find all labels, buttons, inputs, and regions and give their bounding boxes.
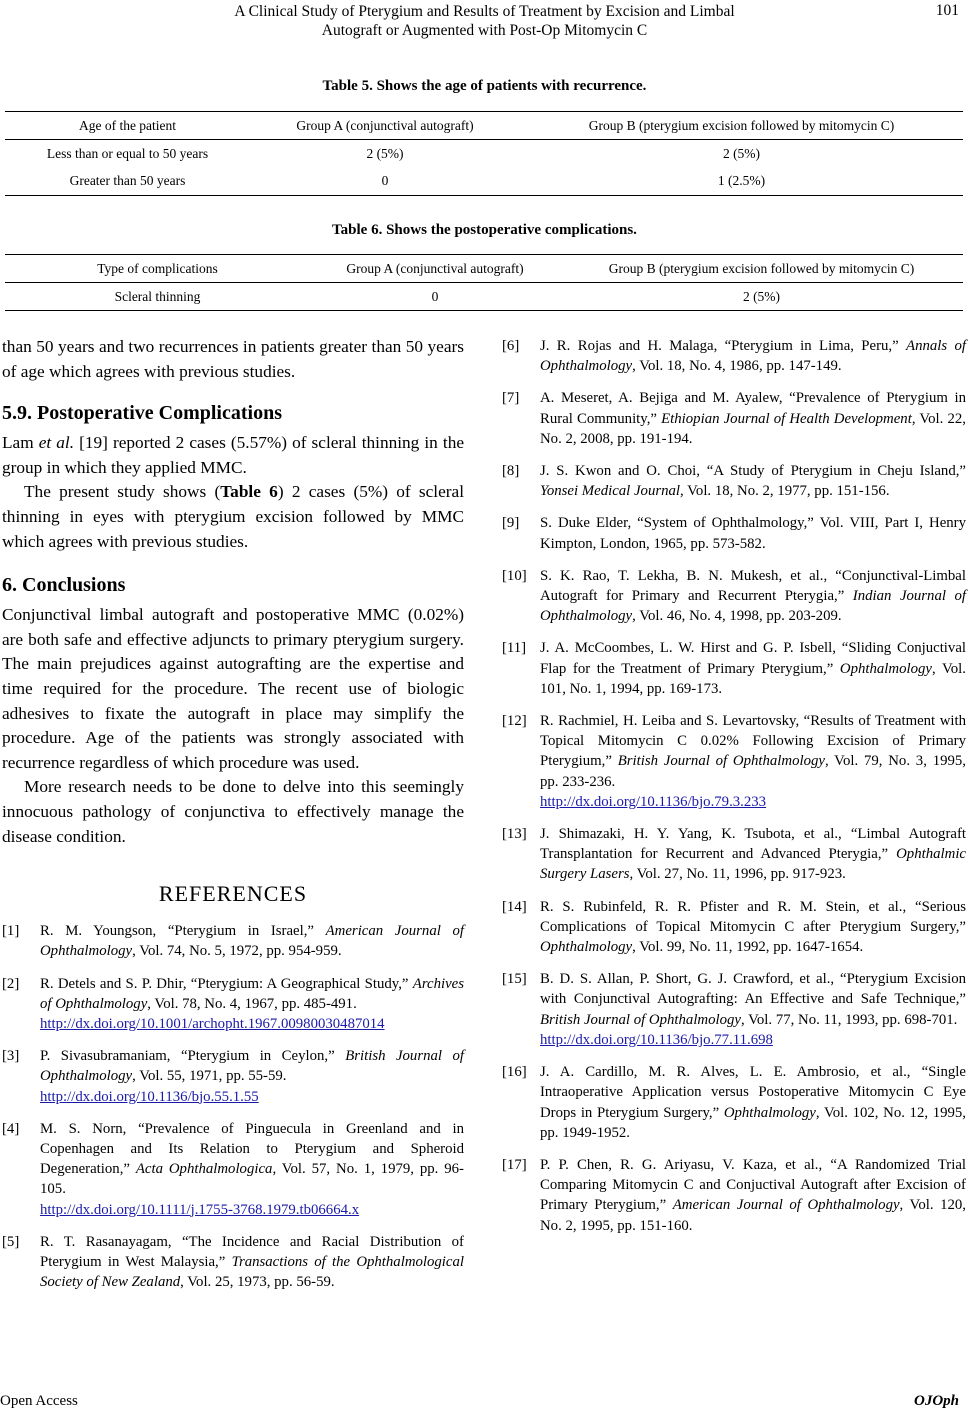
reference-authors-title: S. K. Rao, T. Lekha, B. N. Mukesh, et al., “Conjunctival-Limbal Autograft for Primary and Recurrent Pterygia,” xyxy=(540,567,966,605)
reference-text xyxy=(540,969,966,1050)
page-number: 101 xyxy=(935,2,959,19)
table-row xyxy=(5,283,963,311)
reference-authors-title: J. S. Kwon and O. Choi, “A Study of Pterygium in Cheju Island,” xyxy=(540,463,966,480)
reference-item xyxy=(502,969,966,1050)
reference-authors-title: J. A. Cardillo, M. R. Alves, L. E. Ambrosio, et al., “Single Intraoperative Application versus Postoperative Mitomycin C Eye Drops in Pterygium Surgery,” xyxy=(540,1064,966,1121)
right-column xyxy=(502,336,966,1248)
reference-number: [10] xyxy=(502,567,527,584)
body-paragraph xyxy=(2,431,464,480)
reference-text xyxy=(40,974,464,1035)
reference-text xyxy=(540,566,966,627)
section-heading-postoperative: 5.9. Postoperative Complications xyxy=(2,402,282,425)
reference-authors-title: S. Duke Elder, “System of Ophthalmology,” Vol. VIII, Part I, Henry Kimpton, London, 1965, pp. 573-582. xyxy=(540,515,966,552)
reference-details: , Vol. 57, No. 1, 1979, pp. 96-105. xyxy=(40,1161,464,1198)
reference-authors-title: R. S. Rubinfeld, R. R. Pfister and R. M. Stein, et al., “Serious Complications of Topical Mitomycin C after Pterygium Surgery,” xyxy=(540,898,966,935)
reference-journal: Annals of Ophthalmology xyxy=(540,338,967,375)
reference-item xyxy=(2,921,464,961)
reference-text xyxy=(540,461,966,501)
reference-number: [4] xyxy=(2,1120,20,1137)
reference-doi-link[interactable]: http://dx.doi.org/10.1136/bjo.55.1.55 xyxy=(40,1088,259,1105)
reference-journal: Archives of Ophthalmology xyxy=(40,975,464,1012)
table-cell: 0 xyxy=(381,173,389,189)
body-paragraph: More research needs to be done to delve into this seemingly innocuous pathology of conjunctiva to effectively manage the disease condition. xyxy=(2,777,464,846)
reference-item xyxy=(502,461,966,501)
reference-text xyxy=(40,1119,464,1220)
reference-authors-title: J. R. Rojas and H. Malaga, “Pterygium in Lima, Peru,” xyxy=(540,338,907,354)
reference-authors-title: R. M. Youngson, “Pterygium in Israel,” xyxy=(40,923,326,940)
running-head-line-1: A Clinical Study of Pterygium and Results of Treatment by Excision and Limbal xyxy=(234,3,735,20)
reference-number: [12] xyxy=(502,713,527,730)
text-run: The present study shows ( xyxy=(24,482,221,502)
reference-item xyxy=(2,974,464,1035)
reference-journal: British Journal of Ophthalmology xyxy=(40,1048,464,1085)
reference-journal: American Journal of Ophthalmology xyxy=(672,1197,900,1214)
running-head-line-2: Autograft or Augmented with Post-Op Mitomycin C xyxy=(321,22,648,39)
reference-doi-link[interactable]: http://dx.doi.org/10.1001/archopht.1967.00980030487014 xyxy=(40,1015,385,1032)
reference-authors-title: J. Shimazaki, H. Y. Yang, K. Tsubota, et al., “Limbal Autograft Transplantation for Recurrent and Advanced Pterygia,” xyxy=(540,826,966,863)
reference-journal: American Journal of Ophthalmology xyxy=(40,923,464,960)
reference-item xyxy=(502,1155,966,1236)
reference-text xyxy=(540,388,966,449)
reference-text xyxy=(540,638,966,699)
reference-details: , Vol. 46, No. 4, 1998, pp. 203-209. xyxy=(632,608,842,625)
references-heading: REFERENCES xyxy=(158,881,308,907)
reference-details: , Vol. 120, No. 2, 1995, pp. 151-160. xyxy=(540,1197,966,1234)
reference-item xyxy=(502,566,966,627)
reference-number: [13] xyxy=(502,826,527,843)
reference-details: , Vol. 78, No. 4, 1967, pp. 485-491. xyxy=(147,995,357,1012)
reference-number: [16] xyxy=(502,1064,527,1081)
table-row xyxy=(5,140,963,168)
reference-number: [3] xyxy=(2,1048,20,1065)
reference-journal: Ethiopian Journal of Health Development xyxy=(661,410,912,427)
running-head xyxy=(0,2,969,40)
reference-item xyxy=(502,638,966,699)
reference-details: , Vol. 79, No. 3, 1995, pp. 233-236. xyxy=(540,753,966,790)
table-header-cell: Age of the patient xyxy=(78,117,177,133)
reference-item xyxy=(502,336,966,376)
footer-open-access: Open Access xyxy=(0,1393,78,1409)
reference-authors-title: P. P. Chen, R. G. Ariyasu, V. Kaza, et al., “A Randomized Trial Comparing Mitomycin C and Conjuctival Autograft after Excision of Primary Pterygium,” xyxy=(540,1156,966,1214)
reference-authors-title: B. D. S. Allan, P. Short, G. J. Crawford, et al., “Pterygium Excision with Conjunctival Autografting: An Effective and Safe Technique,” xyxy=(540,971,966,1008)
reference-details: , Vol. 77, No. 11, 1993, pp. 698-701. xyxy=(741,1011,958,1028)
reference-authors-title: M. S. Norn, “Prevalence of Pinguecula in Greenland and in Copenhagen and Its Relation to Pterygium and Spheroid Degeneration,” xyxy=(40,1120,464,1178)
reference-number: [15] xyxy=(502,971,527,988)
reference-number: [2] xyxy=(2,975,20,992)
body-paragraph: Conjunctival limbal autograft and postoperative MMC (0.02%) are both safe and effective adjuncts to primary pterygium surgery. The main prejudices against autografting are the expertise and time required for the procedure. The recent use of biologic adhesives to fixate the autograft in place may simplify the procedure. Age of the patients was strongly associated with recurrence regardless of which procedure was used. xyxy=(2,605,464,772)
reference-number: [14] xyxy=(502,898,527,915)
left-column xyxy=(2,335,464,1304)
reference-text xyxy=(540,897,966,958)
table-reference: Table 6 xyxy=(220,482,278,502)
reference-journal: Ophthalmology xyxy=(540,939,633,956)
reference-journal: Ophthalmology xyxy=(723,1104,816,1121)
reference-authors-title: A. Meseret, A. Bejiga and M. Ayalew, “Prevalence of Pterygium in Rural Community,” xyxy=(540,390,966,427)
footer-journal-abbrev: OJOph xyxy=(913,1393,959,1409)
body-paragraph: than 50 years and two recurrences in patients greater than 50 years of age which agrees with previous studies. xyxy=(2,337,464,381)
table-5 xyxy=(5,111,963,196)
reference-number: [9] xyxy=(502,515,520,532)
reference-item xyxy=(2,1232,464,1293)
reference-authors-title: J. A. McCoombes, L. W. Hirst and G. P. Isbell, “Sliding Conjuctival Flap for the Treatment of Primary Pterygium,” xyxy=(540,640,966,677)
reference-details: , Vol. 102, No. 12, 1995, pp. 1949-1952. xyxy=(540,1104,966,1141)
reference-item xyxy=(2,1119,464,1220)
reference-journal: British Journal of Ophthalmology xyxy=(617,753,825,770)
reference-list-left xyxy=(2,921,464,1292)
table-6 xyxy=(5,254,963,311)
reference-authors-title: R. T. Rasanayagam, “The Incidence and Racial Distribution of Pterygium in West Malaysia,” xyxy=(40,1233,464,1270)
table-cell: 2 (5%) xyxy=(742,288,781,304)
table-header-cell: Group B (pterygium excision followed by mitomycin C) xyxy=(588,117,895,133)
reference-text xyxy=(540,711,966,812)
table-header-row xyxy=(5,255,963,283)
reference-number: [17] xyxy=(502,1156,527,1173)
section-heading-conclusions: 6. Conclusions xyxy=(2,574,126,597)
table-row xyxy=(5,168,963,196)
reference-text xyxy=(540,513,966,553)
reference-details: , Vol. 55, 1971, pp. 55-59. xyxy=(132,1068,287,1085)
reference-text xyxy=(540,336,966,376)
reference-text xyxy=(40,921,464,961)
reference-item xyxy=(502,824,966,885)
reference-list-right xyxy=(502,336,966,1236)
reference-text xyxy=(40,1232,464,1293)
reference-item xyxy=(502,513,966,553)
reference-number: [5] xyxy=(2,1233,20,1250)
reference-item xyxy=(502,1062,966,1143)
reference-doi-link[interactable]: http://dx.doi.org/10.1111/j.1755-3768.1979.tb06664.x xyxy=(40,1201,360,1218)
reference-journal: Indian Journal of Ophthalmology xyxy=(540,588,966,625)
table-header-cell: Type of complications xyxy=(97,260,218,276)
reference-item xyxy=(502,388,966,449)
reference-details: , Vol. 18, No. 2, 1977, pp. 151-156. xyxy=(680,483,890,500)
reference-journal: Acta Ophthalmologica xyxy=(135,1161,273,1178)
text-run: ) 2 cases (5%) of scleral thinning in eyes with pterygium excision followed by MMC which agrees with previous studies. xyxy=(2,482,465,551)
body-paragraph xyxy=(2,480,464,554)
table-cell: Greater than 50 years xyxy=(69,173,186,189)
reference-text xyxy=(540,1155,966,1236)
text-run: [19] reported 2 cases (5.57%) of scleral thinning in the group in which they applied MMC. xyxy=(2,433,465,477)
table-header-row xyxy=(5,112,963,140)
reference-details: , Vol. 22, No. 2, 2008, pp. 191-194. xyxy=(540,410,966,447)
reference-item xyxy=(502,897,966,958)
reference-doi-link[interactable]: http://dx.doi.org/10.1136/bjo.79.3.233 xyxy=(540,793,767,810)
table-cell: Less than or equal to 50 years xyxy=(46,145,209,161)
reference-number: [6] xyxy=(502,338,520,354)
reference-doi-link[interactable]: http://dx.doi.org/10.1136/bjo.77.11.698 xyxy=(540,1031,773,1048)
reference-text xyxy=(540,824,966,885)
reference-authors-title: R. Rachmiel, H. Leiba and S. Levartovsky, “Results of Treatment with Topical Mitomycin C 0.02% Following Excision of Primary Pterygium,” xyxy=(540,713,966,770)
reference-journal: British Journal of Ophthalmology xyxy=(540,1011,741,1028)
reference-details: , Vol. 101, No. 1, 1994, pp. 169-173. xyxy=(540,660,966,697)
table-cell: 2 (5%) xyxy=(366,145,404,161)
reference-journal: Ophthalmology xyxy=(839,660,932,677)
reference-item xyxy=(2,1046,464,1107)
table-header-cell: Group A (conjunctival autograft) xyxy=(346,260,524,276)
table-header-cell: Group A (conjunctival autograft) xyxy=(296,117,474,133)
text-run: Lam xyxy=(2,433,39,453)
table-cell: 1 (2.5%) xyxy=(717,173,766,189)
reference-item xyxy=(502,711,966,812)
table-cell: 0 xyxy=(431,288,439,304)
reference-text xyxy=(540,1062,966,1143)
reference-authors-title: R. Detels and S. P. Dhir, “Pterygium: A Geographical Study,” xyxy=(40,975,413,992)
reference-details: , Vol. 74, No. 5, 1972, pp. 954-959. xyxy=(132,943,342,960)
table-5-caption: Table 5. Shows the age of patients with recurrence. xyxy=(322,78,647,94)
reference-number: [11] xyxy=(502,640,527,657)
reference-journal: Transactions of the Ophthalmological Society of New Zealand xyxy=(40,1253,464,1291)
text-run-italic: et al. xyxy=(38,433,75,453)
reference-text xyxy=(40,1046,464,1107)
reference-journal: Ophthalmic Surgery Lasers xyxy=(540,846,966,883)
reference-details: , Vol. 18, No. 4, 1986, pp. 147-149. xyxy=(632,358,842,375)
reference-journal: Yonsei Medical Journal xyxy=(540,483,681,500)
reference-number: [8] xyxy=(502,463,520,480)
reference-authors-title: P. Sivasubramaniam, “Pterygium in Ceylon,” xyxy=(40,1048,346,1065)
reference-details: , Vol. 99, No. 11, 1992, pp. 1647-1654. xyxy=(632,939,864,956)
reference-details: , Vol. 25, 1973, pp. 56-59. xyxy=(180,1274,335,1291)
reference-number: [7] xyxy=(502,390,520,407)
table-6-caption: Table 6. Shows the postoperative complications. xyxy=(332,222,637,238)
reference-number: [1] xyxy=(2,923,20,940)
table-header-cell: Group B (pterygium excision followed by mitomycin C) xyxy=(608,260,915,276)
reference-details: , Vol. 27, No. 11, 1996, pp. 917-923. xyxy=(629,866,846,883)
table-cell: 2 (5%) xyxy=(722,145,761,161)
table-cell: Scleral thinning xyxy=(114,288,201,304)
